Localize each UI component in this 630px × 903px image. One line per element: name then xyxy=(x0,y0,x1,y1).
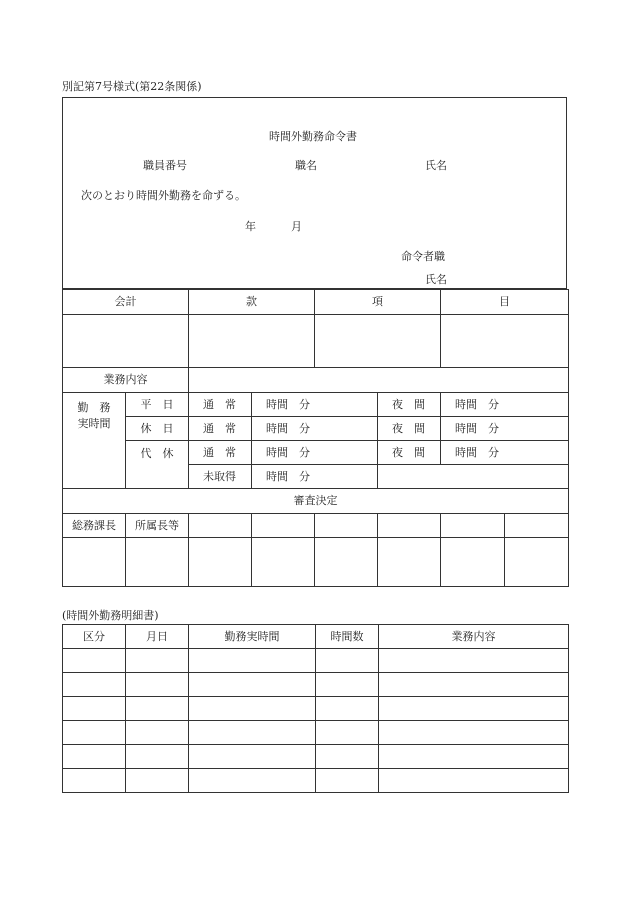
budget-header-item: 項 xyxy=(315,290,441,315)
detail-work-content-cell[interactable] xyxy=(379,721,569,745)
kind-weekday: 通 常 xyxy=(189,393,252,417)
detail-hour-count-cell[interactable] xyxy=(316,673,379,697)
kind-holiday: 通 常 xyxy=(189,417,252,441)
signer-blank-4 xyxy=(252,514,315,538)
signer-department-head: 所属長等 xyxy=(126,514,189,538)
work-hours-label-line1: 勤 務 xyxy=(77,401,111,414)
night-time-substitute[interactable]: 時間 分 xyxy=(441,441,569,465)
work-hours-label xyxy=(63,393,126,489)
detail-category-cell[interactable] xyxy=(63,697,126,721)
detail-hour-count-cell[interactable] xyxy=(316,745,379,769)
stamp-cell-7[interactable] xyxy=(441,538,505,587)
time-untaken[interactable]: 時間 分 xyxy=(252,465,378,489)
review-signer-row xyxy=(63,514,569,538)
stamp-cell-2[interactable] xyxy=(126,538,189,587)
detail-date-cell[interactable] xyxy=(126,745,189,769)
detail-actual-hours-cell[interactable] xyxy=(189,745,316,769)
year-label: 年 xyxy=(245,220,256,233)
night-time-weekday[interactable]: 時間 分 xyxy=(441,393,569,417)
form-caption: 別記第7号様式(第22条関係) xyxy=(62,80,202,93)
detail-work-content-cell[interactable] xyxy=(379,769,569,793)
detail-header-row xyxy=(63,625,569,649)
detail-actual-hours-cell[interactable] xyxy=(189,697,316,721)
detail-row xyxy=(63,649,569,673)
detail-hour-count-cell[interactable] xyxy=(316,697,379,721)
detail-category-cell[interactable] xyxy=(63,769,126,793)
time-holiday[interactable]: 時間 分 xyxy=(252,417,378,441)
detail-date-cell[interactable] xyxy=(126,697,189,721)
detail-row xyxy=(63,673,569,697)
review-title: 審査決定 xyxy=(63,489,569,514)
detail-header-category: 区分 xyxy=(63,625,126,649)
review-title-row xyxy=(63,489,569,514)
stamp-cell-8[interactable] xyxy=(505,538,569,587)
detail-table xyxy=(62,624,569,793)
signer-blank-8 xyxy=(505,514,569,538)
kind-substitute: 通 常 xyxy=(189,441,252,465)
detail-header-actual-hours: 勤務実時間 xyxy=(189,625,316,649)
signer-blank-7 xyxy=(441,514,505,538)
detail-hour-count-cell[interactable] xyxy=(316,769,379,793)
time-substitute[interactable]: 時間 分 xyxy=(252,441,378,465)
budget-header-subitem: 目 xyxy=(441,290,569,315)
month-label: 月 xyxy=(291,220,302,233)
orderer-name-label: 氏名 xyxy=(425,273,447,286)
detail-category-cell[interactable] xyxy=(63,721,126,745)
detail-row xyxy=(63,697,569,721)
night-substitute: 夜 間 xyxy=(378,441,441,465)
day-type-weekday: 平 日 xyxy=(126,393,189,417)
budget-header-row xyxy=(63,290,569,315)
day-type-holiday: 休 日 xyxy=(126,417,189,441)
detail-category-cell[interactable] xyxy=(63,745,126,769)
work-content-label: 業務内容 xyxy=(63,368,189,393)
detail-header-date: 月日 xyxy=(126,625,189,649)
detail-row xyxy=(63,769,569,793)
order-statement: 次のとおり時間外勤務を命ずる。 xyxy=(81,189,246,202)
hours-row-substitute xyxy=(63,441,569,465)
staff-number-label: 職員番号 xyxy=(143,159,187,172)
order-header-box xyxy=(62,97,567,289)
detail-caption: (時間外勤務明細書) xyxy=(62,609,159,622)
stamp-cell-3[interactable] xyxy=(189,538,252,587)
detail-date-cell[interactable] xyxy=(126,673,189,697)
budget-subitem-cell[interactable] xyxy=(441,315,569,368)
budget-section-cell[interactable] xyxy=(189,315,315,368)
signer-blank-3 xyxy=(189,514,252,538)
order-title: 時間外勤務命令書 xyxy=(269,130,357,143)
budget-header-section: 款 xyxy=(189,290,315,315)
signer-blank-6 xyxy=(378,514,441,538)
detail-date-cell[interactable] xyxy=(126,649,189,673)
work-content-row xyxy=(63,368,569,393)
signer-general-affairs-chief: 総務課長 xyxy=(63,514,126,538)
budget-account-cell[interactable] xyxy=(63,315,189,368)
untaken-blank-cell xyxy=(378,465,569,489)
work-content-cell[interactable] xyxy=(189,368,569,393)
detail-actual-hours-cell[interactable] xyxy=(189,721,316,745)
budget-header-account: 会計 xyxy=(63,290,189,315)
post-label: 職名 xyxy=(295,159,317,172)
signer-blank-5 xyxy=(315,514,378,538)
detail-category-cell[interactable] xyxy=(63,649,126,673)
orderer-post-label: 命令者職 xyxy=(401,250,445,263)
time-weekday[interactable]: 時間 分 xyxy=(252,393,378,417)
detail-category-cell[interactable] xyxy=(63,673,126,697)
detail-actual-hours-cell[interactable] xyxy=(189,649,316,673)
hours-row-weekday xyxy=(63,393,569,417)
hours-row-holiday xyxy=(63,417,569,441)
detail-work-content-cell[interactable] xyxy=(379,697,569,721)
day-type-substitute: 代 休 xyxy=(126,441,189,489)
detail-row xyxy=(63,721,569,745)
detail-actual-hours-cell[interactable] xyxy=(189,673,316,697)
budget-item-cell[interactable] xyxy=(315,315,441,368)
detail-date-cell[interactable] xyxy=(126,769,189,793)
detail-date-cell[interactable] xyxy=(126,721,189,745)
detail-work-content-cell[interactable] xyxy=(379,673,569,697)
detail-work-content-cell[interactable] xyxy=(379,649,569,673)
detail-header-work-content: 業務内容 xyxy=(379,625,569,649)
stamp-cell-5[interactable] xyxy=(315,538,378,587)
night-holiday: 夜 間 xyxy=(378,417,441,441)
detail-row xyxy=(63,745,569,769)
detail-hour-count-cell[interactable] xyxy=(316,721,379,745)
stamp-cell-6[interactable] xyxy=(378,538,441,587)
detail-actual-hours-cell[interactable] xyxy=(189,769,316,793)
detail-header-hour-count: 時間数 xyxy=(316,625,379,649)
detail-hour-count-cell[interactable] xyxy=(316,649,379,673)
budget-entry-row xyxy=(63,315,569,368)
work-hours-label-line2: 実時間 xyxy=(77,417,111,431)
detail-work-content-cell[interactable] xyxy=(379,745,569,769)
name-label: 氏名 xyxy=(425,159,447,172)
stamp-cell-4[interactable] xyxy=(252,538,315,587)
night-time-holiday[interactable]: 時間 分 xyxy=(441,417,569,441)
kind-untaken: 未取得 xyxy=(189,465,252,489)
night-weekday: 夜 間 xyxy=(378,393,441,417)
stamp-cell-1[interactable] xyxy=(63,538,126,587)
review-stamp-row xyxy=(63,538,569,587)
order-form-table xyxy=(62,289,569,587)
